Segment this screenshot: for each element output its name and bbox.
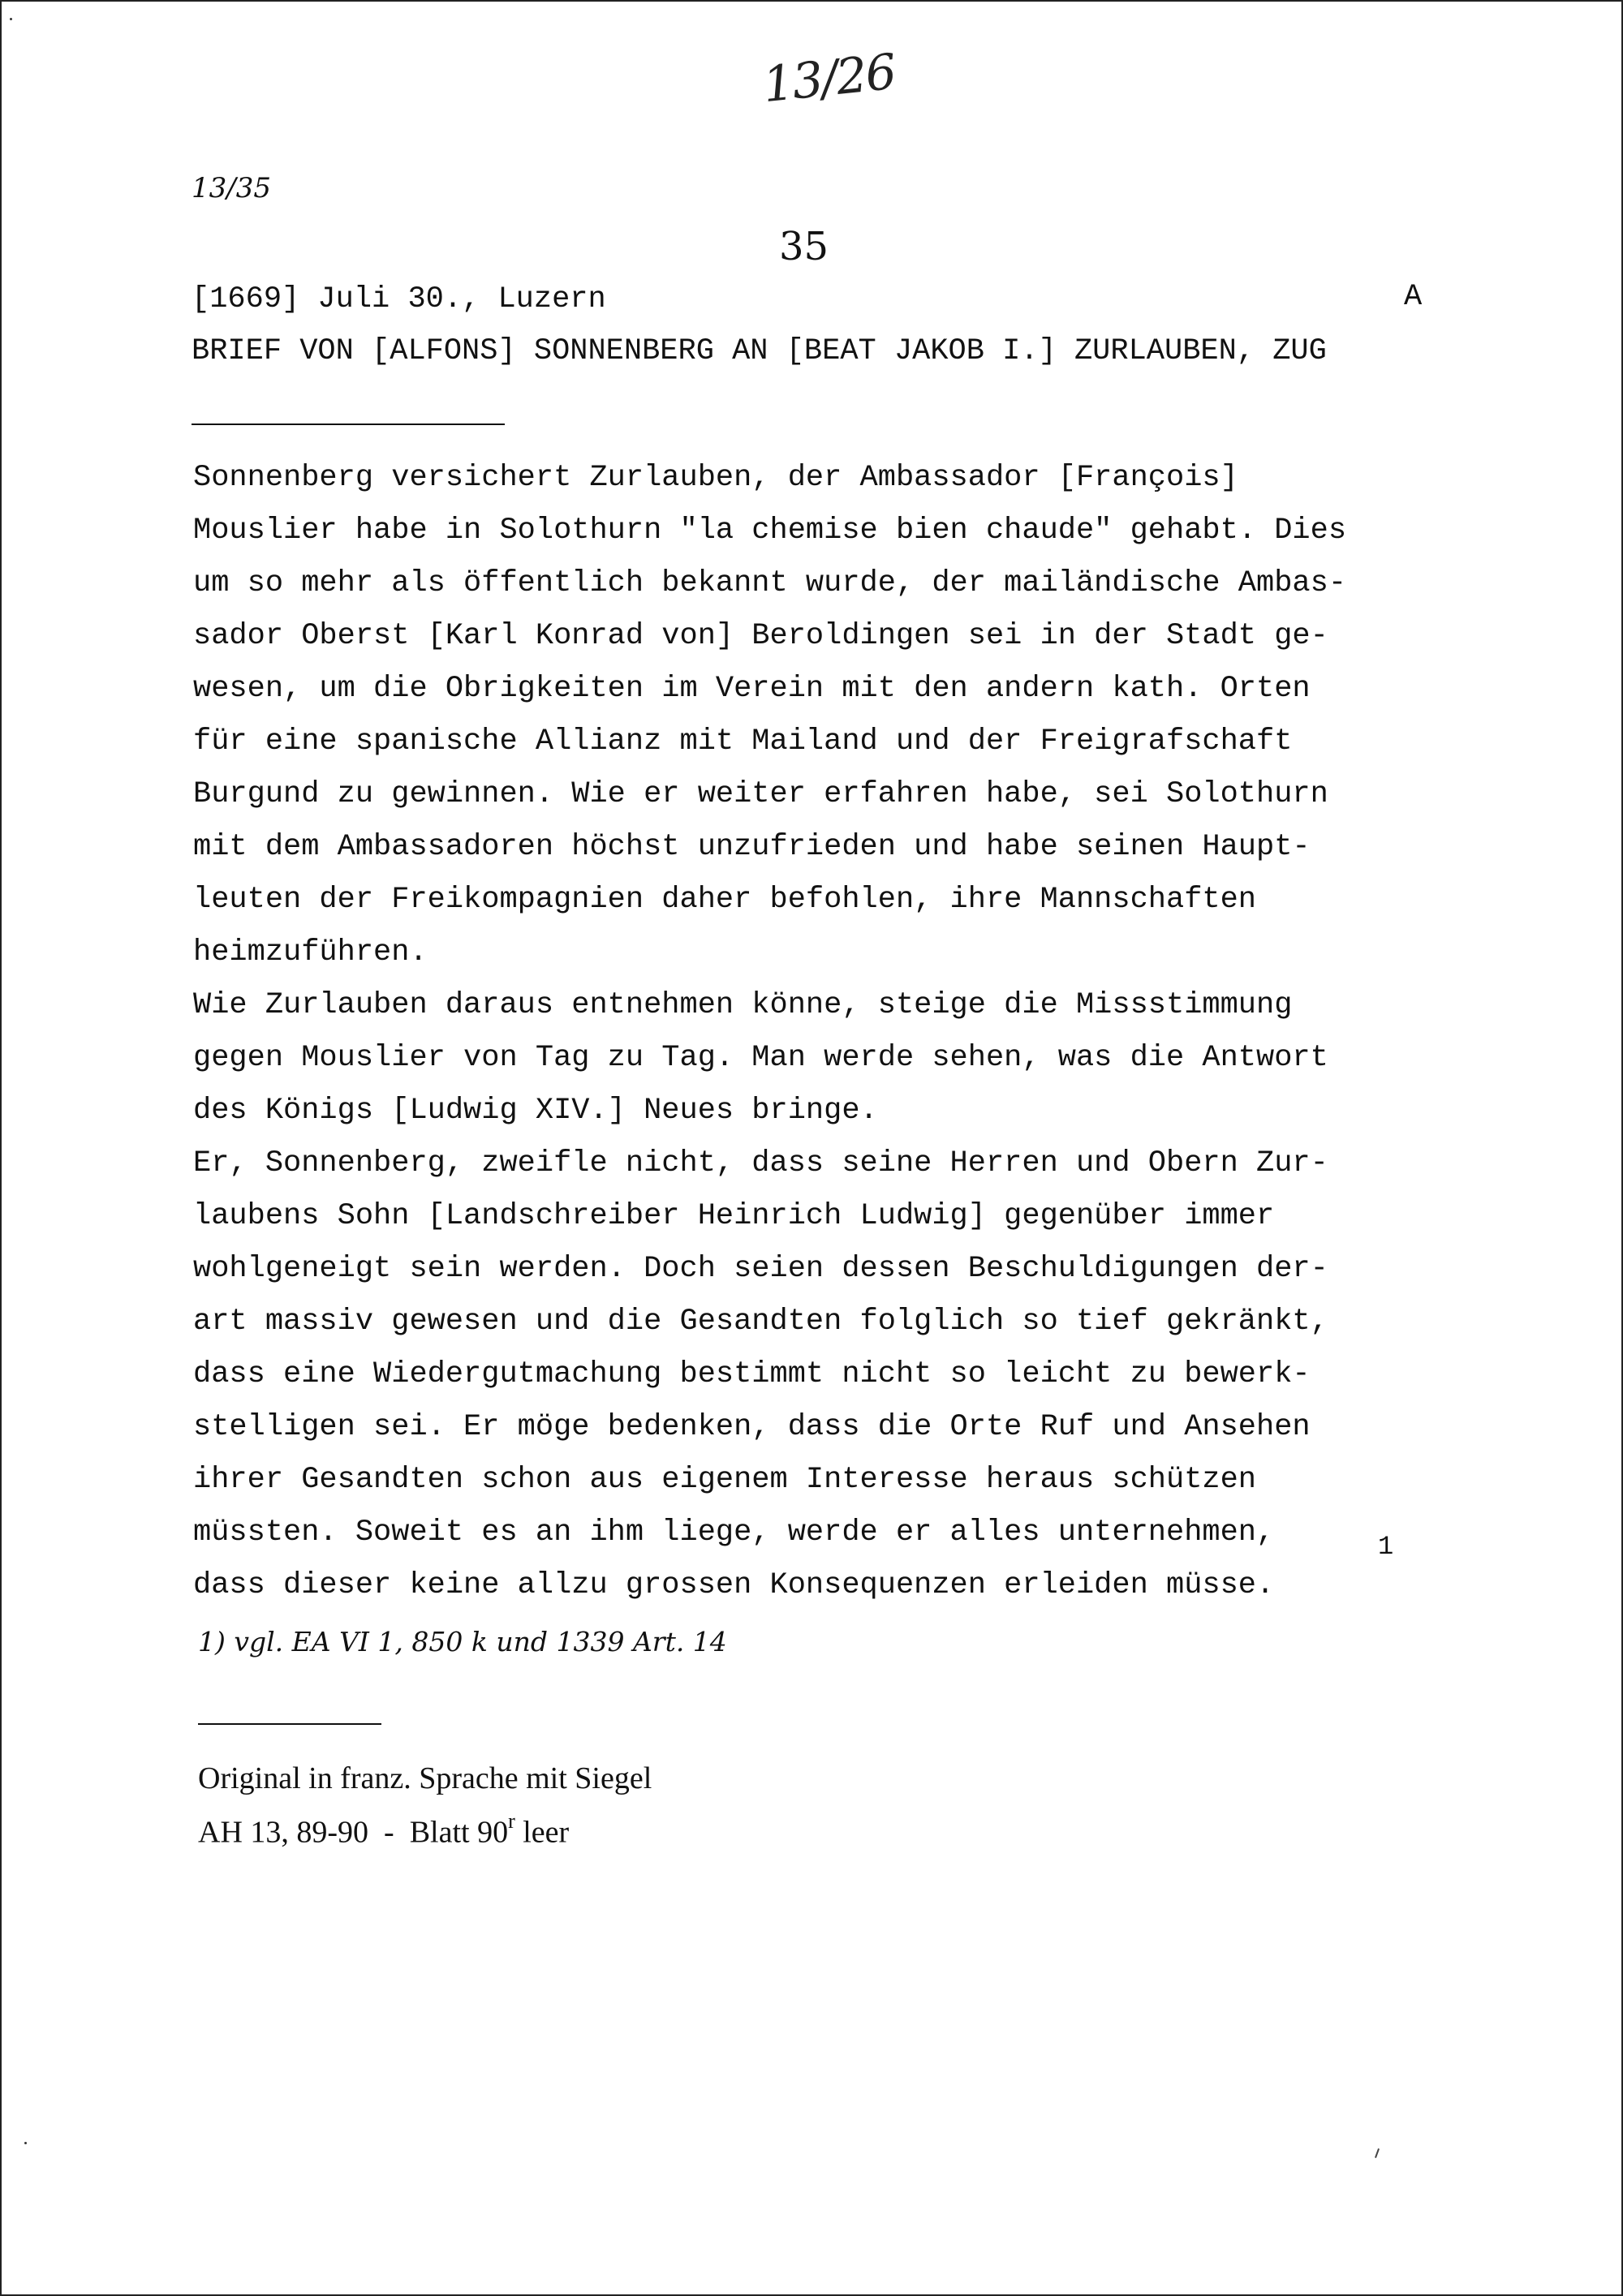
body-line: des Königs [Ludwig XIV.] Neues bringe.: [193, 1094, 878, 1128]
source-archive-reference: [198, 1809, 570, 1851]
letter-summary: [193, 452, 1459, 1612]
scan-speck: [24, 2142, 27, 2144]
title-divider: [192, 424, 505, 425]
body-line: um so mehr als öffentlich bekannt wurde, der mailändische Ambas-: [193, 566, 1347, 600]
source-original: Original in franz. Sprache mit Siegel: [198, 1761, 652, 1795]
reference-number: 13/35: [192, 172, 271, 204]
body-line: gegen Mouslier von Tag zu Tag. Man werde sehen, was die Antwort: [193, 1041, 1328, 1075]
body-line: heimzuführen.: [193, 935, 428, 970]
body-line: Sonnenberg versichert Zurlauben, der Ambassador [François]: [193, 461, 1238, 495]
body-line: stelligen sei. Er möge bedenken, dass die Orte Ruf und Ansehen: [193, 1410, 1311, 1444]
body-line: müssten. Soweit es an ihm liege, werde er alles unternehmen,: [193, 1516, 1275, 1550]
body-line: wesen, um die Obrigkeiten im Verein mit den andern kath. Orten: [193, 672, 1311, 706]
footnote-text: 1) vgl. EA VI 1, 850 k und 1339 Art. 14: [198, 1626, 727, 1658]
body-line: Mouslier habe in Solothurn "la chemise bien chaude" gehabt. Dies: [193, 514, 1347, 548]
document-number: 35: [779, 224, 829, 269]
body-line: dass eine Wiedergutmachung bestimmt nicht so leicht zu bewerk-: [193, 1357, 1311, 1391]
body-line: mit dem Ambassadoren höchst unzufrieden und habe seinen Haupt-: [193, 830, 1311, 864]
body-line: wohlgeneigt sein werden. Doch seien dessen Beschuldigungen der-: [193, 1252, 1328, 1286]
body-line: für eine spanische Allianz mit Mailand und der Freigrafschaft: [193, 724, 1293, 759]
margin-mark: A: [1404, 280, 1423, 314]
body-line: sador Oberst [Karl Konrad von] Beroldingen sei in der Stadt ge-: [193, 619, 1328, 653]
body-line: Wie Zurlauben daraus entnehmen könne, steige die Missstimmung: [193, 988, 1293, 1022]
letter-title: BRIEF VON [ALFONS] SONNENBERG AN [BEAT JAKOB I.] ZURLAUBEN, ZUG: [192, 334, 1327, 368]
archive-reference-text: AH 13, 89-90 - Blatt 90: [198, 1815, 509, 1850]
recto-superscript: r: [508, 1809, 515, 1833]
date-place-line: [1669] Juli 30., Luzern: [192, 282, 606, 316]
footnote-reference: 1: [1378, 1532, 1394, 1562]
body-line: Er, Sonnenberg, zweifle nicht, dass seine Herren und Obern Zur-: [193, 1146, 1328, 1180]
handwritten-page-number: 13/26: [760, 43, 898, 114]
body-line: ihrer Gesandten schon aus eigenem Interesse heraus schützen: [193, 1463, 1257, 1497]
scan-speck: [10, 18, 12, 20]
source-divider: [198, 1723, 381, 1725]
body-line: art massiv gewesen und die Gesandten folglich so tief gekränkt,: [193, 1305, 1328, 1339]
body-line: leuten der Freikompagnien daher befohlen, ihre Mannschaften: [193, 883, 1257, 917]
body-line: dass dieser keine allzu grossen Konsequenzen erleiden müsse.: [193, 1568, 1275, 1602]
archive-reference-suffix: leer: [514, 1815, 570, 1850]
body-line: Burgund zu gewinnen. Wie er weiter erfahren habe, sei Solothurn: [193, 777, 1328, 811]
body-line: laubens Sohn [Landschreiber Heinrich Ludwig] gegenüber immer: [193, 1199, 1275, 1233]
